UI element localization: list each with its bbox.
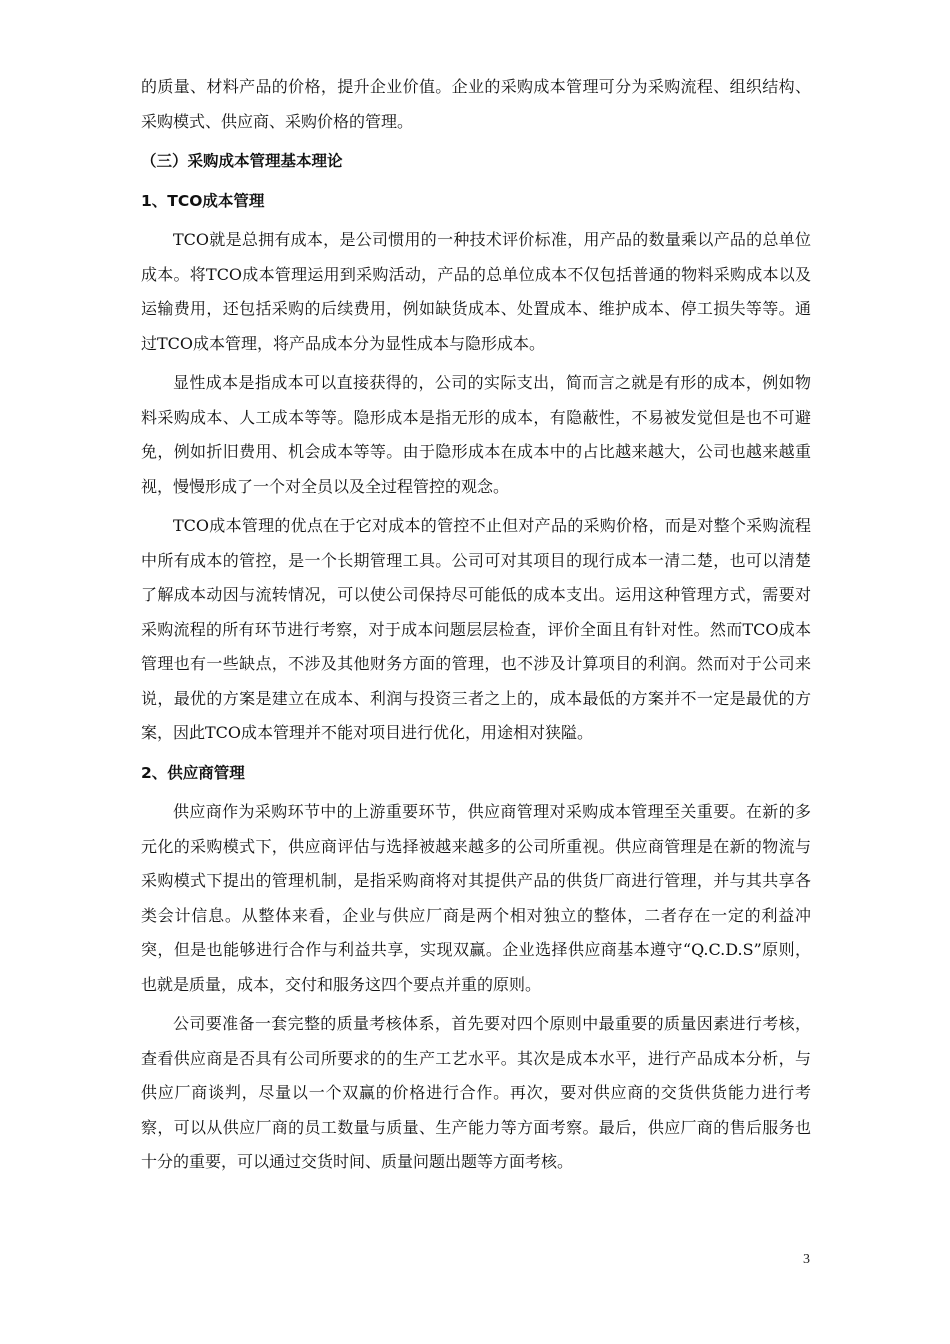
paragraph-explicit-implicit-cost: 显性成本是指成本可以直接获得的，公司的实际支出，简而言之就是有形的成本，例如物料采购成本、人工成本等等。隐形成本是指无形的成本，有隐蔽性，不易被发觉但是也不可避免，例如折旧费用、机会成本等等。由于隐形成本在成本中的占比越来越大，公司也越来越重视，慢慢形成了一个对全员以及全过程管控的观念。 bbox=[141, 373, 811, 496]
subsection-heading-tco: 1、TCO成本管理 bbox=[141, 191, 265, 210]
page-number: 3 bbox=[803, 1252, 810, 1267]
paragraph-tco-definition: TCO就是总拥有成本，是公司惯用的一种技术评价标准，用产品的数量乘以产品的总单位成本。将TCO成本管理运用到采购活动，产品的总单位成本不仅包括普通的物料采购成本以及运输费用，还包括采购的后续费用，例如缺货成本、处置成本、维护成本、停工损失等等。通过TCO成本管理，将产品成本分为显性成本与隐形成本。 bbox=[141, 230, 811, 353]
subsection-heading-supplier: 2、供应商管理 bbox=[141, 763, 245, 782]
paragraph-continuation: 的质量、材料产品的价格，提升企业价值。企业的采购成本管理可分为采购流程、组织结构、采购模式、供应商、采购价格的管理。 bbox=[141, 77, 811, 131]
section-heading: （三）采购成本管理基本理论 bbox=[141, 152, 343, 170]
paragraph-tco-pros-cons: TCO成本管理的优点在于它对成本的管控不止但对产品的采购价格，而是对整个采购流程中所有成本的管控，是一个长期管理工具。公司可对其项目的现行成本一清二楚，也可以清楚了解成本动因与流转情况，可以使公司保持尽可能低的成本支出。运用这种管理方式，需要对采购流程的所有环节进行考察，对于成本问题层层检查，评价全面且有针对性。然而TCO成本管理也有一些缺点，不涉及其他财务方面的管理，也不涉及计算项目的利润。然而对于公司来说，最优的方案是建立在成本、利润与投资三者之上的，成本最低的方案并不一定是最优的方案，因此TCO成本管理并不能对项目进行优化，用途相对狭隘。 bbox=[141, 516, 811, 742]
paragraph-quality-assessment: 公司要准备一套完整的质量考核体系，首先要对四个原则中最重要的质量因素进行考核，查看供应商是否具有公司所要求的的生产工艺水平。其次是成本水平，进行产品成本分析，与供应厂商谈判，尽量以一个双赢的价格进行合作。再次，要对供应商的交货供货能力进行考察，可以从供应厂商的员工数量与质量、生产能力等方面考察。最后，供应厂商的售后服务也十分的重要，可以通过交货时间、质量问题出题等方面考核。 bbox=[141, 1014, 811, 1171]
document-body bbox=[141, 70, 811, 1180]
paragraph-supplier-management: 供应商作为采购环节中的上游重要环节，供应商管理对采购成本管理至关重要。在新的多元化的采购模式下，供应商评估与选择被越来越多的公司所重视。供应商管理是在新的物流与采购模式下提出的管理机制，是指采购商将对其提供产品的供货厂商进行管理，并与其共享各类会计信息。从整体来看，企业与供应厂商是两个相对独立的整体，二者存在一定的利益冲突，但是也能够进行合作与利益共享，实现双赢。企业选择供应商基本遵守“Q.C.D.S”原则，也就是质量，成本，交付和服务这四个要点并重的原则。 bbox=[141, 802, 811, 994]
